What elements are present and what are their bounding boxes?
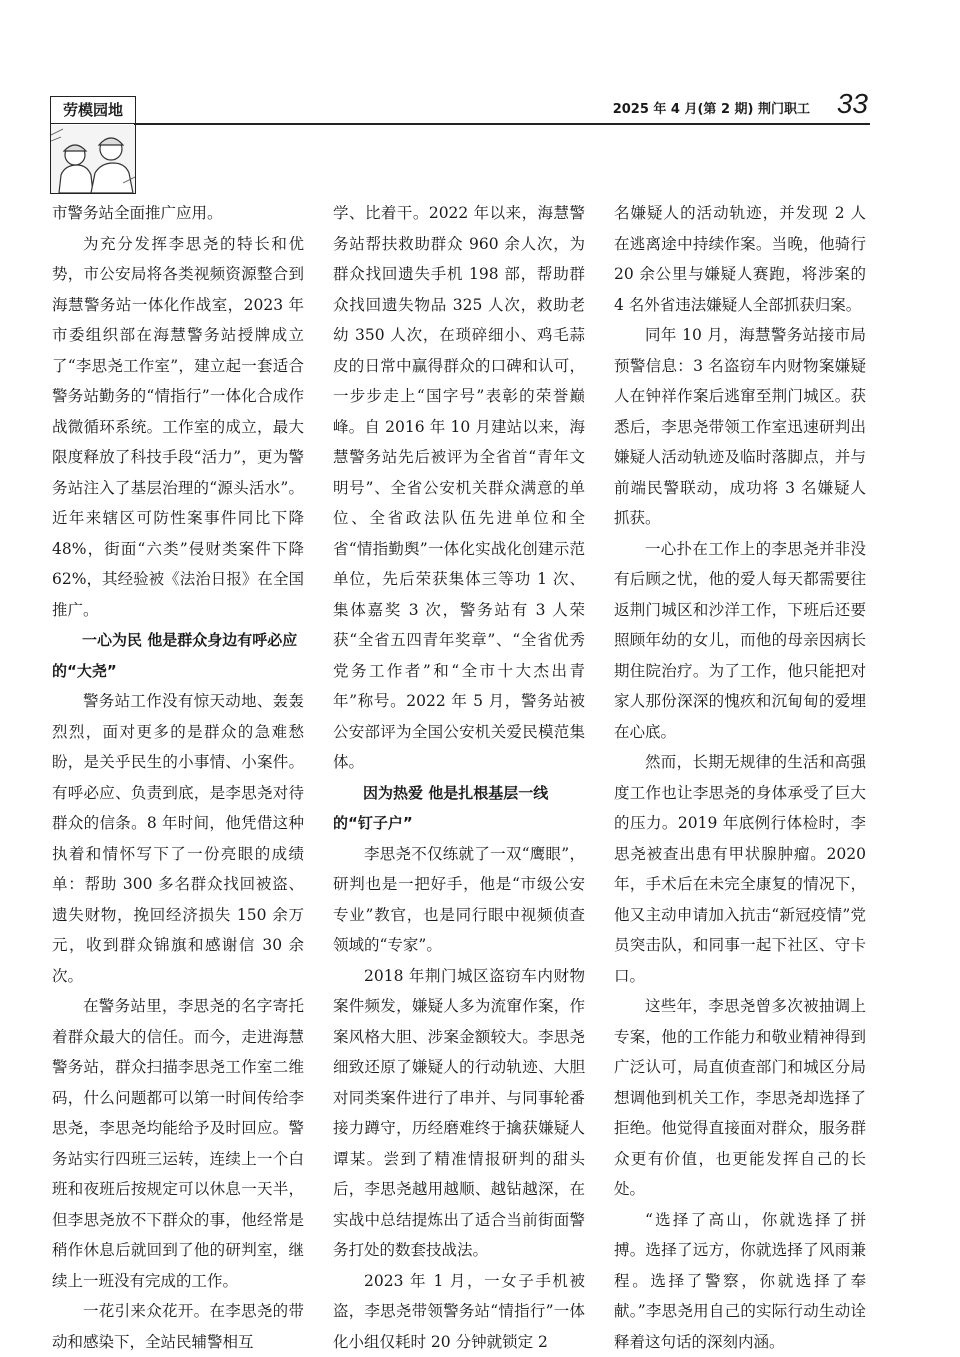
paragraph: 市警务站全面推广应用。: [52, 204, 223, 222]
page-number: 33: [836, 88, 868, 119]
page-header: [50, 88, 870, 192]
text-column-3: [614, 198, 866, 1357]
paragraph: 名嫌疑人的活动轨迹，并发现 2 人在逃离途中持续作案。当晚，他骑行 20 余公里与嫌疑人赛跑，将涉案的 4 名外省违法嫌疑人全部抓获归案。: [614, 204, 866, 314]
paragraph: 警务站工作没有惊天动地、轰轰烈烈，面对更多的是群众的急难愁盼，是关乎民生的小事情、小案件。有呼必应、负责到底，是李思尧对待群众的信条。8 年时间，他凭借这种执着和情怀写下了一份亮眼的成绩单：帮助 300 多名群众找回被盗、遗失财物，挽回经济损失 150 余万元，收到群众锦旗和感谢信 30 余次。: [52, 692, 304, 985]
text-column-1: [52, 198, 304, 1357]
paragraph: 学、比着干。2022 年以来，海慧警务站帮扶救助群众 960 余人次，为群众找回遗失手机 198 部，帮助群众找回遗失物品 325 人次，救助老幼 350 人次，在琐碎细小、鸡毛蒜皮的日常中赢得群众的口碑和认可，一步步走上“国字号”表彰的荣誉巅峰。自 2016 年 10 月建站以来，海慧警务站先后被评为全省首“青年文明号”、全省公安机关群众满意的单位、全省政法队伍先进单位和全省“情指勤舆”一体化实战化创建示范单位，先后荣获集体三等功 1 次、集体嘉奖 3 次，警务站有 3 人荣获“全省五四青年奖章”、“全省优秀党务工作者”和“全市十大杰出青年”称号。2022 年 5 月，警务站被公安部评为全国公安机关爱民模范集体。: [333, 204, 585, 771]
section-heading: 一心为民 他是群众身边有呼必应的“大尧”: [52, 631, 298, 680]
paragraph: 一花引来众花开。在李思尧的带动和感染下，全站民辅警相互: [52, 1302, 304, 1351]
header-rule: [134, 123, 870, 125]
paragraph: 为充分发挥李思尧的特长和优势，市公安局将各类视频资源整合到海慧警务站一体化作战室，2023 年市委组织部在海慧警务站授牌成立了“李思尧工作室”，建立起一套适合警务站勤务的“情指行”一体化合成作战微循环系统。工作室的成立，最大限度释放了科技手段“活力”，更为警务站注入了基层治理的“源头活水”。近年来辖区可防性案事件同比下降 48%，街面“六类”侵财类案件下降 62%，其经验被《法治日报》在全国推广。: [52, 234, 304, 619]
section-heading: 因为热爱 他是扎根基层一线的“钉子户”: [333, 783, 549, 832]
paragraph: 2023 年 1 月，一女子手机被盗，李思尧带领警务站“情指行”一体化小组仅耗时 20 分钟就锁定 2: [333, 1271, 585, 1351]
paragraph: 然而，长期无规律的生活和高强度工作也让李思尧的身体承受了巨大的压力。2019 年底例行体检时，李思尧被查出患有甲状腺肿瘤。2020 年，手术后在未完全康复的情况下，他又主动申请加入抗击“新冠疫情”党员突击队，和同事一起下社区、守卡口。: [614, 753, 866, 985]
issue-info: 2025 年 4 月(第 2 期) 荆门职工: [612, 102, 810, 117]
paragraph: 李思尧不仅练就了一双“鹰眼”，研判也是一把好手，他是“市级公安专业”教官，也是同行眼中视频侦查领域的“专家”。: [333, 844, 585, 954]
section-badge: [50, 96, 136, 194]
paragraph: 这些年，李思尧曾多次被抽调上专案，他的工作能力和敬业精神得到广泛认可，局直侦查部门和城区分局想调他到机关工作，李思尧却选择了拒绝。他觉得直接面对群众，服务群众更有价值，也更能发挥自己的长处。: [614, 997, 866, 1198]
section-title: 劳模园地: [51, 97, 135, 124]
paragraph: “选择了高山，你就选择了拼搏。选择了远方，你就选择了风雨兼程。选择了警察，你就选择了奉献。”李思尧用自己的实际行动生动诠释着这句话的深刻内涵。: [614, 1210, 866, 1351]
workers-illustration-icon: [51, 125, 135, 193]
paragraph: 2018 年荆门城区盗窃车内财物案件频发，嫌疑人多为流窜作案，作案风格大胆、涉案金额较大。李思尧细致还原了嫌疑人的行动轨迹、大胆对同类案件进行了串并、与同事轮番接力蹲守，历经磨难终于擒获嫌疑人谭某。尝到了精准情报研判的甜头后，李思尧越用越顺、越钻越深，在实战中总结提炼出了适合当前街面警务打处的数套技战法。: [333, 966, 585, 1259]
text-column-2: [333, 198, 585, 1357]
paragraph: 一心扑在工作上的李思尧并非没有后顾之忧，他的爱人每天都需要往返荆门城区和沙洋工作，下班后还要照顾年幼的女儿，而他的母亲因病长期住院治疗。为了工作，他只能把对家人那份深深的愧疚和沉甸甸的爱埋在心底。: [614, 539, 866, 741]
paragraph: 在警务站里，李思尧的名字寄托着群众最大的信任。而今，走进海慧警务站，群众扫描李思尧工作室二维码，什么问题都可以第一时间传给李思尧，李思尧均能给予及时回应。警务站实行四班三运转，连续上一个白班和夜班后按规定可以休息一天半，但李思尧放不下群众的事，他经常是稍作休息后就回到了他的研判室，继续上一班没有完成的工作。: [52, 997, 304, 1290]
paragraph: 同年 10 月，海慧警务站接市局预警信息：3 名盗窃车内财物案嫌疑人在钟祥作案后逃窜至荆门城区。获悉后，李思尧带领工作室迅速研判出嫌疑人活动轨迹及临时落脚点，并与前端民警联动，成功将 3 名嫌疑人抓获。: [614, 326, 866, 527]
